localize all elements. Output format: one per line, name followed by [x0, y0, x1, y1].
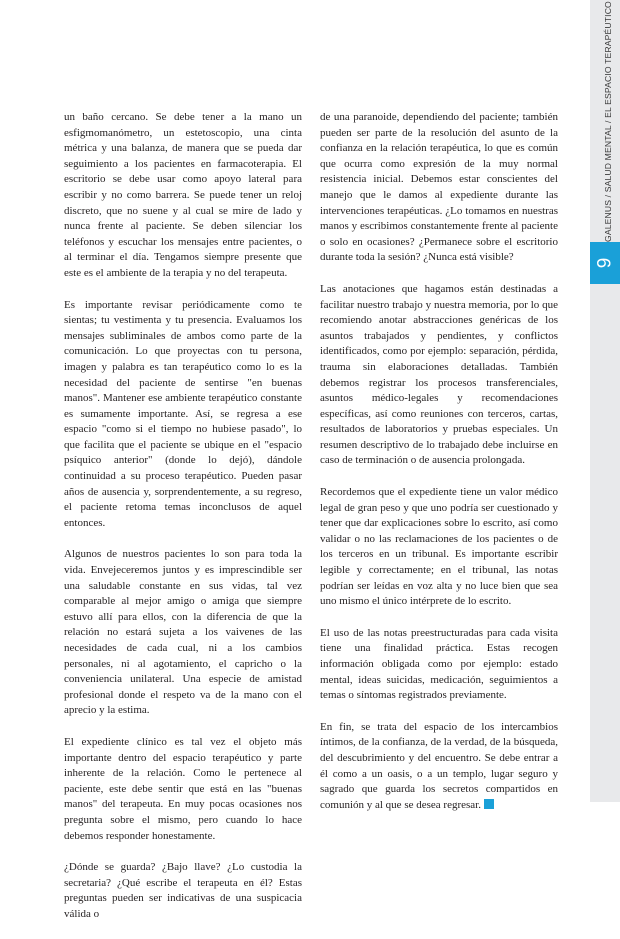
paragraph: El expediente clínico es tal vez el objeto más importante dentro del espacio terapéutico y parte inherente de la relación. Como le pertenece al paciente, este debe sentir que está en las "buenas manos" del terapeuta. En muy pocas ocasiones nos pregunta sobre el mismo, pero cuando lo hace debemos responder honestamente.: [64, 735, 302, 842]
final-paragraph: [320, 720, 558, 814]
paragraph-text: En fin, se trata del espacio de los intercambios íntimos, de la confianza, de la verdad, de la búsqueda, del descubrimiento y del encuentro. Se debe entrar a él como a un oasis, o a un templo, lugar seguro y sagrado que guarda los secretos compartidos en comunión y al que se desea regresar.: [320, 720, 558, 811]
right-column: [320, 110, 558, 829]
page-number: 9: [593, 257, 615, 269]
paragraph: Las anotaciones que hagamos están destinadas a facilitar nuestro trabajo y nuestra memoria, por lo que recomiendo anotar abstracciones genéricas de los asuntos trabajados y pendientes, y conflictos identificados, como por ejemplo: separación, pérdida, trauma sin elaboraciones detalladas. También debemos registrar los procesos transferenciales, asuntos médico-legales y recomendaciones específicas, así como reuniones con terceros, cartas, resultados de laboratorios y pruebas especiales. Un resumen descriptivo de lo trabajado debe incluirse en caso de terminación o de ausencia prolongada.: [320, 282, 558, 467]
end-of-article-icon: [484, 799, 494, 809]
page-number-tab: [590, 242, 620, 284]
paragraph: Recordemos que el expediente tiene un valor médico legal de gran peso y que uno podría ser cuestionado y tener que dar explicaciones sobre lo escrito, así como validar o no las reclamaciones de los pacientes o de los terceros en un tribunal. Es importante escribir legible y correctamente; en el tribunal, las notas podrían ser leídas en voz alta y no luce bien que sea uno mismo el único intérprete de lo escrito.: [320, 486, 558, 608]
paragraph: Algunos de nuestros pacientes lo son para toda la vida. Envejeceremos juntos y es imprescindible ser una saludable constante en sus vidas, tal vez comparable al mejor amigo o amiga que siempre estuvo allí para ellos, con la diferencia de que la relación no estará sujeta a los vaivenes de las necesidades de cada cual, ni a los cambios personales, ni al agotamiento, el capricho o la conveniencia unilateral. Una especie de amistad profesional donde el respeto va de la mano con el aprecio y la estima.: [64, 548, 302, 717]
paragraph: un baño cercano. Se debe tener a la mano un esfigmomanómetro, un estetoscopio, una cinta métrica y una balanza, de manera que se pueda dar seguimiento a los pacientes en farmacoterapia. El escritorio se debe usar como apoyo lateral para escribir y no como barrera. Se puede tener un reloj discreto, que no suene y al cual se mire de lado y nunca frente al paciente. Se deben silenciar los teléfonos y escuchar los mensajes entre pacientes, o al terminar el día. Tengamos siempre presente que este es el ambiente de la terapia y no del terapeuta.: [64, 111, 302, 279]
left-column: [64, 110, 302, 939]
paragraph: ¿Dónde se guarda? ¿Bajo llave? ¿Lo custodia la secretaria? ¿Qué escribe el terapeuta en él? Estas preguntas pueden ser indicativas de una suspicacia válida o: [64, 861, 302, 920]
paragraph: Es importante revisar periódicamente como te sientas; tu vestimenta y tu presencia. Evaluamos los mensajes subliminales de ambos como parte de la comunicación. Lo que proyectas con tu persona, imagen y palabra es tan terapéutico como lo es la necesidad del paciente de sentirse "en buenas manos". Mantener ese ambiente terapéutico constante es sumamente importante. Así, se regresa a ese espacio "como si el tiempo no hubiese pasado", lo que facilita que el paciente se ubique en el "espacio psíquico anterior" (donde lo dejó), dándole continuidad a su proceso terapéutico. Pueden pasar años de ausencia y, sorprendentemente, a su regreso, el paciente retoma temas inconclusos de aquel entonces.: [64, 298, 302, 529]
paragraph: de una paranoide, dependiendo del paciente; también pueden ser parte de la resolución del asunto de la confianza en la relación terapéutica, lo que es común que ocurra como expresión de la muy normal resistencia inicial. Debemos estar conscientes del manejo que le damos al expediente durante las intervenciones terapéuticas. ¿Lo tomamos en nuestras manos y escribimos constantemente frente al paciente o solo en ocasiones? ¿Permanece sobre el escritorio durante toda la sesión? ¿Nunca está visible?: [320, 111, 558, 264]
paragraph: El uso de las notas preestructuradas para cada visita tiene una finalidad práctica. Estas recogen información obligada como por ejemplo: estado mental, ideas suicidas, medicación, seguimientos a temas o síntomas registrados previamente.: [320, 626, 558, 702]
running-title: GALENUS / SALUD MENTAL / EL ESPACIO TERAPÉUTICO: [603, 1, 613, 242]
